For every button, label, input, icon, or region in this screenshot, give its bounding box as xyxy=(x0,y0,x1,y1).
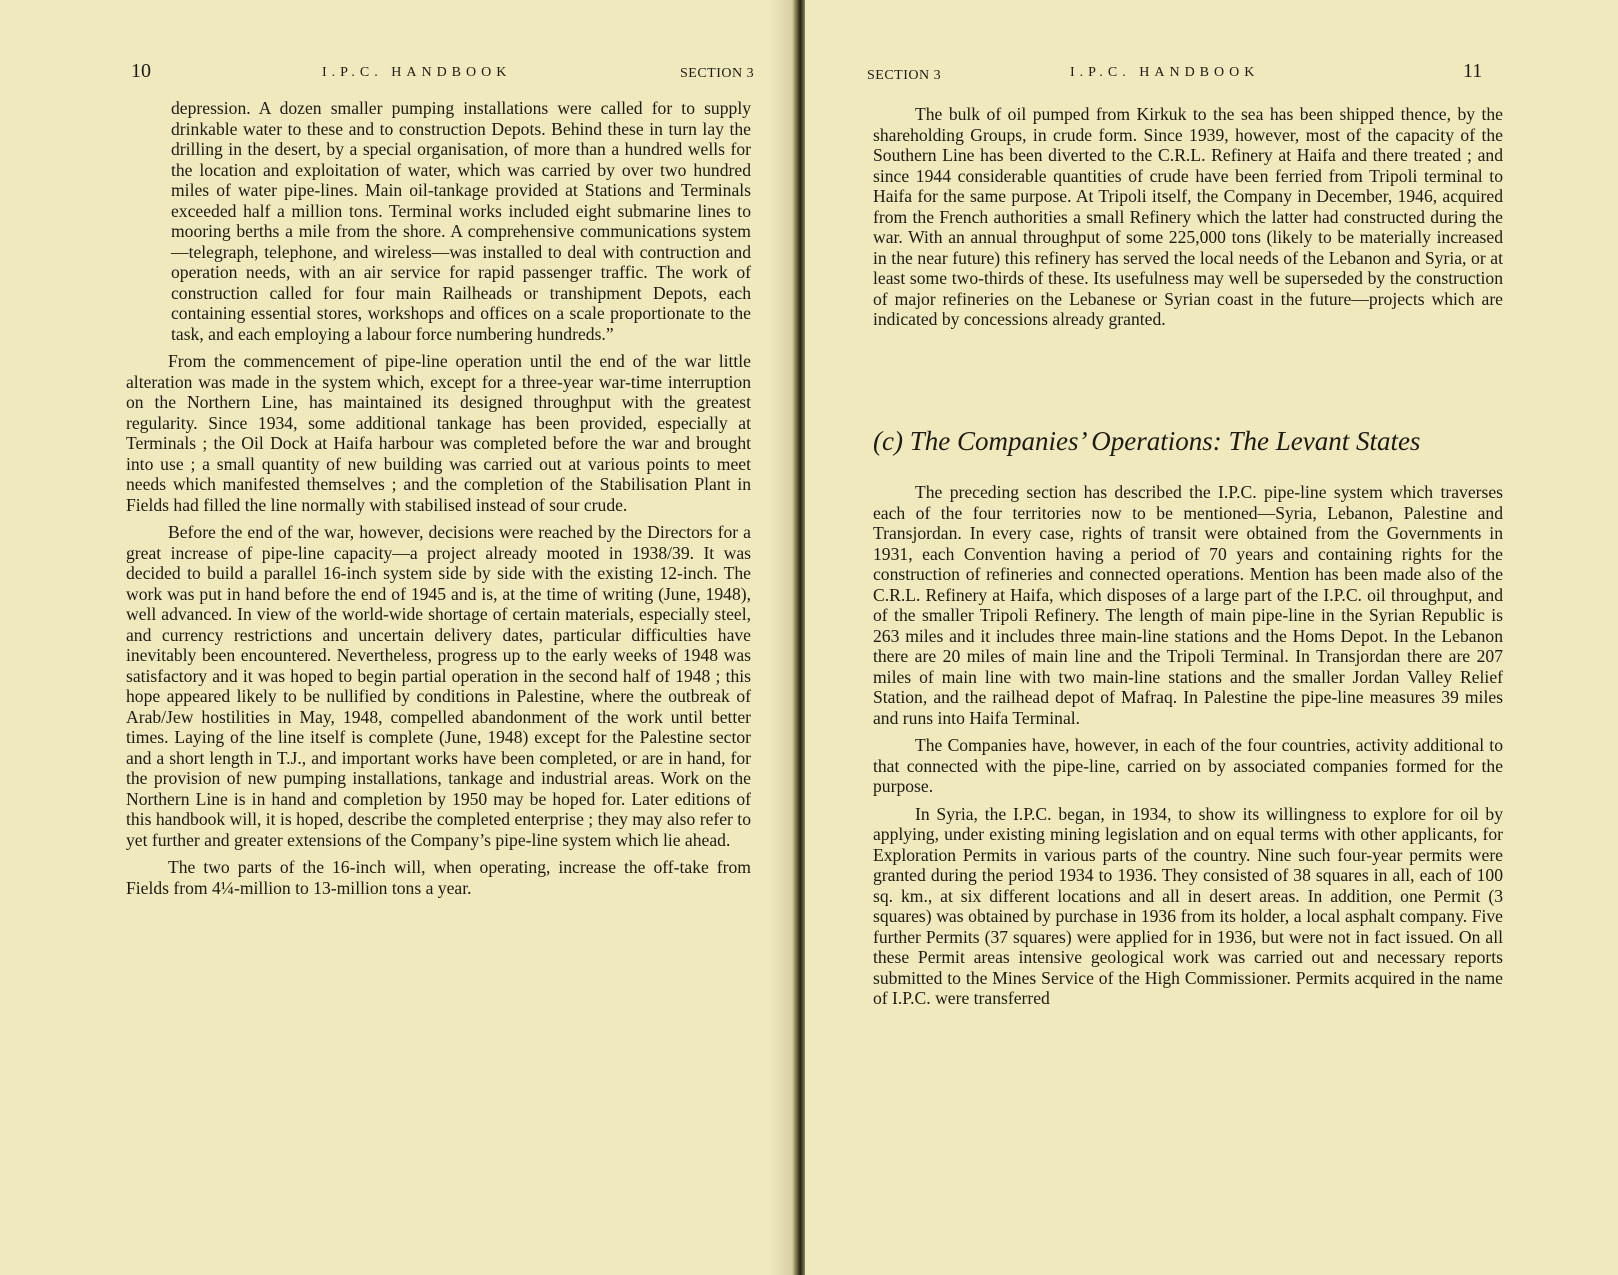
paragraph: The two parts of the 16-inch will, when operating, increase the off-take from Fields from 4¼-million to 13-million tons a year. xyxy=(126,857,751,898)
paragraph: From the commencement of pipe-line operation until the end of the war little alteration was made in the system which, except for a three-year war-time interruption on the Northern Line, has maintained its designed throughput with the greatest regularity. Since 1934, some additional tankage has been provided, especially at Terminals ; the Oil Dock at Haifa harbour was completed before the war and brought into use ; a small quantity of new building was carried out at various points to meet needs which manifested themselves ; and the completion of the Stabilisation Plant in Fields had filled the line normally with stabilised instead of sour crude. xyxy=(126,351,751,515)
right-body-text xyxy=(873,482,1503,1009)
paragraph: The preceding section has described the I.P.C. pipe-line system which traverses each of the four territories now to be mentioned—Syria, Lebanon, Palestine and Transjordan. In every case, rights of transit were obtained from the Governments in 1931, each Convention having a period of 70 years and containing rights for the construction of refineries and connected operations. Mention has been made also of the C.R.L. Refinery at Haifa, which disposes of a large part of the I.P.C. oil throughput, and of the smaller Tripoli Refinery. The length of main pipe-line in the Syrian Republic is 263 miles and it includes three main-line stations and the Homs Depot. In the Lebanon there are 20 miles of main line and the Tripoli Terminal. In Transjordan there are 207 miles of main line with two main-line stations and the smaller Jordan Valley Relief Station, and the railhead depot of Mafraq. In Palestine the pipe-line measures 39 miles and runs into Haifa Terminal. xyxy=(873,482,1503,728)
paragraph: In Syria, the I.P.C. began, in 1934, to show its willingness to explore for oil by applying, under existing mining legislation and on equal terms with other applicants, for Exploration Permits in various parts of the country. Nine such four-year permits were granted during the period 1934 to 1936. They consisted of 38 squares in all, each of 100 sq. km., at six different locations and all in desert areas. In addition, one Permit (3 squares) was obtained by purchase in 1936 from its holder, a local asphalt company. Five further Permits (37 squares) were applied for in 1936, but were not in fact issued. On all these Permit areas intensive geological work was carried out and necessary reports submitted to the Mines Service of the High Commissioner. Permits acquired in the name of I.P.C. were transferred xyxy=(873,803,1503,1008)
page-edge-shadow xyxy=(770,0,794,1275)
right-running-title: I.P.C. HANDBOOK xyxy=(1070,65,1260,80)
right-page-number: 11 xyxy=(1463,60,1483,82)
paragraph: depression. A dozen smaller pumping installations were called for to supply drinkable water to these and to construction Depots. Behind these in turn lay the drilling in the desert, by a special organisation, of more than a hundred wells for the location and exploitation of water, which was carried by over two hundred miles of water pipe-lines. Main oil-tankage provided at Stations and Terminals exceeded half a million tons. Terminal works included eight submarine lines to mooring berths a mile from the shore. A comprehensive communications system—telegraph, telephone, and wireless—was installed to deal with contruction and operation needs, with an air service for rapid passenger traffic. The work of construction called for four main Railheads or transhipment Depots, each containing essential stores, workshops and offices on a scale proportionate to the task, and each employing a labour force numbering hundreds.” xyxy=(171,98,751,344)
left-section-label: SECTION 3 xyxy=(680,66,755,81)
left-page xyxy=(0,0,800,1275)
section-heading: (c) The Companies’ Operations: The Levant States xyxy=(873,426,1421,456)
right-intro-text xyxy=(873,104,1503,330)
left-running-title: I.P.C. HANDBOOK xyxy=(322,65,512,80)
paragraph: The bulk of oil pumped from Kirkuk to the sea has been shipped thence, by the shareholding Groups, in crude form. Since 1939, however, most of the capacity of the Southern Line has been diverted to the C.R.L. Refinery at Haifa and there treated ; and since 1944 considerable quantities of crude have been ferried from Tripoli terminal to Haifa for the same purpose. At Tripoli itself, the Company in December, 1946, acquired from the French authorities a small Refinery which the latter had constructed during the war. With an annual throughput of some 225,000 tons (likely to be materially increased in the near future) this refinery has served the local needs of the Lebanon and Syria, or at least some two-thirds of these. Its usefulness may well be superseded by the construction of major refineries on the Lebanese or Syrian coast in the future—projects which are indicated by concessions already granted. xyxy=(873,104,1503,329)
paragraph: Before the end of the war, however, decisions were reached by the Directors for a great increase of pipe-line capacity—a project already mooted in 1938/39. It was decided to build a parallel 16-inch system side by side with the existing 12-inch. The work was put in hand before the end of 1945 and is, at the time of writing (June, 1948), well advanced. In view of the world-wide shortage of certain materials, especially steel, and currency restrictions and uncertain delivery dates, particular difficulties have inevitably been encountered. Nevertheless, progress up to the early weeks of 1948 was satisfactory and it was hoped to begin partial operation in the second half of 1948 ; this hope appeared likely to be nullified by conditions in Palestine, where the outbreak of Arab/Jew hostilities in May, 1948, compelled abandonment of the work until better times. Laying of the line itself is complete (June, 1948) except for the Palestine sector and a short length in T.J., and important works have been completed, or are in hand, for the provision of new pumping installations, tankage and industrial areas. Work on the Northern Line is in hand and completion by 1950 may be hoped for. Later editions of this handbook will, it is hoped, describe the completed enterprise ; they may also refer to yet further and greater extensions of the Company’s pipe-line system which lie ahead. xyxy=(126,522,751,850)
left-body-text xyxy=(126,98,751,898)
right-section-label: SECTION 3 xyxy=(867,68,942,83)
left-page-number: 10 xyxy=(131,60,151,82)
paragraph: The Companies have, however, in each of the four countries, activity additional to that connected with the pipe-line, carried on by associated companies formed for the purpose. xyxy=(873,735,1503,796)
